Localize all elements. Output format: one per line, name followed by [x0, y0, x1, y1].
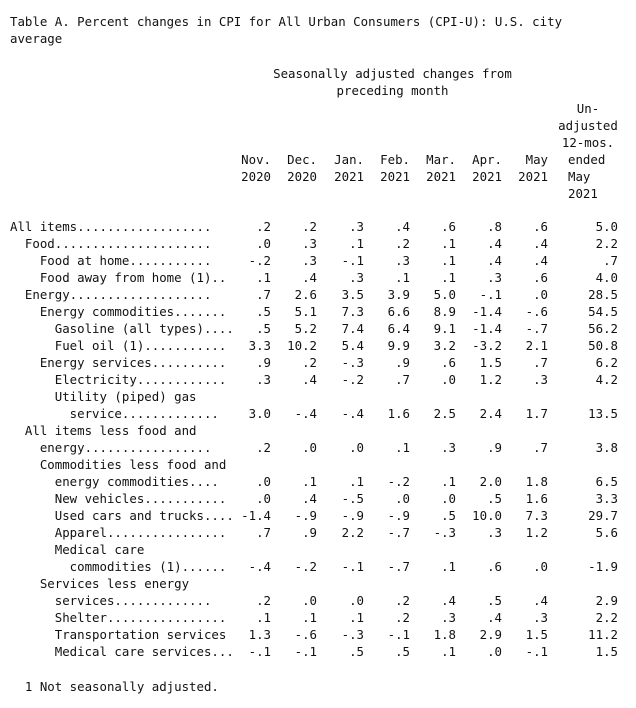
table-cell: .2 — [256, 593, 271, 608]
table-cell: .1 — [349, 610, 364, 625]
table-cell: .3 — [302, 236, 317, 251]
table-cell: .5 — [349, 644, 364, 659]
table-cell: -1.9 — [588, 559, 618, 574]
table-cell: .2 — [302, 355, 317, 370]
table-cell: .3 — [487, 525, 502, 540]
title-line: Table A. Percent changes in CPI for All Urban Consumers (CPI-U): U.S. city — [10, 14, 563, 29]
table-cell: 5.1 — [294, 304, 317, 319]
group-header-line: Seasonally adjusted changes from — [273, 66, 512, 81]
table-cell: -.3 — [433, 525, 456, 540]
table-cell: .0 — [302, 440, 317, 455]
table-cell: .2 — [395, 236, 410, 251]
row-label: Electricity............ — [10, 372, 227, 387]
footnote: 1 Not seasonally adjusted. — [10, 679, 219, 694]
table-cell: .0 — [487, 644, 502, 659]
table-cell: -.4 — [341, 406, 364, 421]
table-cell: .0 — [256, 491, 271, 506]
table-cell: -.7 — [525, 321, 548, 336]
row-label: New vehicles........... — [10, 491, 227, 506]
table-cell: .3 — [349, 270, 364, 285]
table-cell: .4 — [302, 372, 317, 387]
table-cell: .3 — [349, 219, 364, 234]
table-cell: 2.6 — [294, 287, 317, 302]
table-cell: .0 — [441, 372, 456, 387]
table-cell: .9 — [395, 355, 410, 370]
table-cell: 9.1 — [433, 321, 456, 336]
table-cell: .4 — [487, 610, 502, 625]
table-cell: 3.8 — [595, 440, 618, 455]
column-header-year: 2021 — [380, 169, 410, 184]
table-cell: .3 — [256, 372, 271, 387]
row-label: Energy................... — [10, 287, 212, 302]
table-cell: .2 — [302, 219, 317, 234]
table-cell: 13.5 — [588, 406, 618, 421]
table-cell: 1.3 — [248, 627, 271, 642]
table-cell: .6 — [533, 219, 548, 234]
table-cell: .1 — [441, 474, 456, 489]
row-label: Transportation services — [10, 627, 227, 642]
row-label: Food away from home (1).. — [10, 270, 227, 285]
table-cell: .2 — [256, 219, 271, 234]
table-cell: -.7 — [387, 559, 410, 574]
table-cell: .6 — [533, 270, 548, 285]
table-cell: .4 — [395, 219, 410, 234]
table-cell: .5 — [256, 304, 271, 319]
column-header-year: 2021 — [334, 169, 364, 184]
table-cell: 3.3 — [595, 491, 618, 506]
table-cell: .1 — [395, 270, 410, 285]
table-cell: .4 — [533, 593, 548, 608]
table-cell: 5.6 — [595, 525, 618, 540]
table-cell: .1 — [302, 610, 317, 625]
table-cell: -1.4 — [241, 508, 271, 523]
table-cell: .5 — [487, 491, 502, 506]
table-cell: 1.2 — [525, 525, 548, 540]
table-cell: .1 — [441, 253, 456, 268]
table-cell: .0 — [256, 236, 271, 251]
table-cell: 2.2 — [341, 525, 364, 540]
table-cell: .2 — [256, 440, 271, 455]
table-cell: .1 — [441, 644, 456, 659]
column-header-year: 2021 — [518, 169, 548, 184]
table-cell: -.1 — [341, 253, 364, 268]
table-cell: .3 — [441, 440, 456, 455]
row-label: energy................. — [10, 440, 212, 455]
title-line: average — [10, 31, 63, 46]
table-cell: 4.0 — [595, 270, 618, 285]
table-cell: -.1 — [294, 644, 317, 659]
table-cell: -.2 — [341, 372, 364, 387]
table-cell: -.2 — [294, 559, 317, 574]
table-cell: 1.5 — [525, 627, 548, 642]
table-cell: .0 — [349, 593, 364, 608]
table-cell: -.9 — [294, 508, 317, 523]
table-cell: 2.9 — [595, 593, 618, 608]
row-label: Energy services.......... — [10, 355, 227, 370]
table-cell: .1 — [441, 270, 456, 285]
table-cell: 11.2 — [588, 627, 618, 642]
table-cell: .9 — [256, 355, 271, 370]
table-cell: 5.0 — [433, 287, 456, 302]
table-cell: 10.0 — [472, 508, 502, 523]
table-cell: -1.4 — [472, 304, 502, 319]
table-cell: -.7 — [387, 525, 410, 540]
table-cell: -.1 — [248, 644, 271, 659]
column-header-year: 2021 — [426, 169, 456, 184]
row-label: Food at home........... — [10, 253, 212, 268]
table-cell: .6 — [487, 559, 502, 574]
table-cell: .1 — [302, 474, 317, 489]
table-cell: .1 — [441, 236, 456, 251]
table-cell: .4 — [487, 253, 502, 268]
table-cell: .4 — [302, 270, 317, 285]
table-cell: 56.2 — [588, 321, 618, 336]
table-cell: .5 — [395, 644, 410, 659]
table-cell: -.3 — [341, 355, 364, 370]
table-cell: -.2 — [387, 474, 410, 489]
table-cell: 2.9 — [479, 627, 502, 642]
table-cell: 1.8 — [433, 627, 456, 642]
table-cell: -.1 — [387, 627, 410, 642]
table-cell: .7 — [533, 440, 548, 455]
row-label: Commodities less food and — [10, 457, 227, 472]
table-cell: -.1 — [525, 644, 548, 659]
row-label: All items less food and — [10, 423, 197, 438]
table-cell: -.9 — [341, 508, 364, 523]
table-cell: 4.2 — [595, 372, 618, 387]
table-cell: 2.5 — [433, 406, 456, 421]
last-column-header-line: May — [568, 169, 591, 184]
table-cell: .9 — [487, 440, 502, 455]
column-header-year: 2021 — [472, 169, 502, 184]
row-label: Shelter................ — [10, 610, 227, 625]
table-cell: 2.4 — [479, 406, 502, 421]
table-cell: -.3 — [341, 627, 364, 642]
table-cell: -3.2 — [472, 338, 502, 353]
table-cell: .7 — [395, 372, 410, 387]
row-label: Energy commodities....... — [10, 304, 227, 319]
table-cell: 3.9 — [387, 287, 410, 302]
table-cell: .0 — [533, 559, 548, 574]
table-cell: 28.5 — [588, 287, 618, 302]
table-cell: .4 — [487, 236, 502, 251]
table-cell: .0 — [349, 440, 364, 455]
last-column-header-line: Un- — [576, 101, 600, 116]
table-cell: .0 — [395, 491, 410, 506]
table-cell: 9.9 — [387, 338, 410, 353]
last-column-header-line: 12-mos. — [561, 135, 615, 150]
table-cell: 1.7 — [525, 406, 548, 421]
table-cell: .7 — [603, 253, 618, 268]
table-cell: .5 — [256, 321, 271, 336]
table-cell: -.6 — [294, 627, 317, 642]
table-cell: .7 — [256, 287, 271, 302]
column-header-month: Mar. — [426, 152, 456, 167]
table-cell: 3.2 — [433, 338, 456, 353]
table-cell: 1.2 — [479, 372, 502, 387]
column-header-year: 2020 — [287, 169, 317, 184]
table-cell: -.2 — [248, 253, 271, 268]
table-cell: -.4 — [294, 406, 317, 421]
table-cell: -.5 — [341, 491, 364, 506]
table-cell: .6 — [441, 355, 456, 370]
table-cell: .5 — [487, 593, 502, 608]
table-cell: .1 — [256, 270, 271, 285]
row-label: Utility (piped) gas — [10, 389, 197, 404]
last-column-header-line: 2021 — [568, 186, 598, 201]
column-header-month: Apr. — [472, 152, 502, 167]
table-cell: .3 — [441, 610, 456, 625]
table-cell: 8.9 — [433, 304, 456, 319]
table-cell: .7 — [256, 525, 271, 540]
row-label: services............. — [10, 593, 212, 608]
table-cell: 6.6 — [387, 304, 410, 319]
row-label: energy commodities.... — [10, 474, 219, 489]
last-column-header-line: ended — [568, 152, 606, 167]
table-cell: -1.4 — [472, 321, 502, 336]
row-label: commodities (1)...... — [10, 559, 227, 574]
table-cell: 2.2 — [595, 236, 618, 251]
table-cell: .5 — [441, 508, 456, 523]
table-cell: 3.3 — [248, 338, 271, 353]
table-cell: .3 — [533, 610, 548, 625]
table-cell: .0 — [302, 593, 317, 608]
table-cell: .2 — [395, 610, 410, 625]
row-label: service............. — [10, 406, 219, 421]
row-label: Fuel oil (1)........... — [10, 338, 227, 353]
table-cell: 3.0 — [248, 406, 271, 421]
table-cell: .1 — [349, 474, 364, 489]
column-header-month: May — [525, 152, 548, 167]
table-cell: 7.3 — [525, 508, 548, 523]
table-cell: .4 — [441, 593, 456, 608]
table-cell: .4 — [533, 236, 548, 251]
last-column-header-line: adjusted — [558, 118, 618, 133]
table-cell: .8 — [487, 219, 502, 234]
row-label: Gasoline (all types).... — [10, 321, 234, 336]
row-label: Food..................... — [10, 236, 212, 251]
table-cell: -.4 — [248, 559, 271, 574]
group-header-line: preceding month — [336, 83, 449, 98]
table-cell: -.1 — [479, 287, 502, 302]
table-cell: .4 — [533, 253, 548, 268]
table-cell: .0 — [533, 287, 548, 302]
table-cell: .3 — [533, 372, 548, 387]
table-cell: 1.6 — [525, 491, 548, 506]
table-cell: 1.5 — [595, 644, 618, 659]
table-cell: .0 — [256, 474, 271, 489]
table-cell: 7.4 — [341, 321, 364, 336]
table-cell: 6.5 — [595, 474, 618, 489]
table-cell: 2.2 — [595, 610, 618, 625]
table-cell: -.6 — [525, 304, 548, 319]
table-cell: -.1 — [341, 559, 364, 574]
table-cell: 29.7 — [588, 508, 618, 523]
table-cell: 1.5 — [479, 355, 502, 370]
table-cell: .4 — [302, 491, 317, 506]
table-cell: .3 — [302, 253, 317, 268]
table-cell: 50.8 — [588, 338, 618, 353]
row-label: Medical care services... — [10, 644, 234, 659]
table-cell: 2.0 — [479, 474, 502, 489]
table-cell: .3 — [487, 270, 502, 285]
row-label: Used cars and trucks.... — [10, 508, 234, 523]
table-cell: .1 — [256, 610, 271, 625]
table-cell: 5.4 — [341, 338, 364, 353]
table-cell: 1.8 — [525, 474, 548, 489]
table-cell: .7 — [533, 355, 548, 370]
table-cell: .0 — [441, 491, 456, 506]
row-label: All items.................. — [10, 219, 212, 234]
table-cell: .1 — [349, 236, 364, 251]
table-cell: 1.6 — [387, 406, 410, 421]
table-cell: .1 — [441, 559, 456, 574]
table-cell: 5.0 — [595, 219, 618, 234]
column-header-month: Jan. — [334, 152, 364, 167]
table-cell: .9 — [302, 525, 317, 540]
table-cell: 7.3 — [341, 304, 364, 319]
table-cell: 3.5 — [341, 287, 364, 302]
table-cell: 54.5 — [588, 304, 618, 319]
table-cell: .2 — [395, 593, 410, 608]
table-cell: 10.2 — [287, 338, 317, 353]
table-cell: 6.4 — [387, 321, 410, 336]
table-cell: 6.2 — [595, 355, 618, 370]
column-header-month: Feb. — [380, 152, 410, 167]
row-label: Medical care — [10, 542, 145, 557]
table-cell: 2.1 — [525, 338, 548, 353]
table-cell: .6 — [441, 219, 456, 234]
table-cell: -.9 — [387, 508, 410, 523]
row-label: Services less energy — [10, 576, 190, 591]
column-header-month: Dec. — [287, 152, 317, 167]
table-cell: .3 — [395, 253, 410, 268]
column-header-month: Nov. — [241, 152, 271, 167]
row-label: Apparel................ — [10, 525, 227, 540]
table-cell: .1 — [395, 440, 410, 455]
table-cell: 5.2 — [294, 321, 317, 336]
column-header-year: 2020 — [241, 169, 271, 184]
